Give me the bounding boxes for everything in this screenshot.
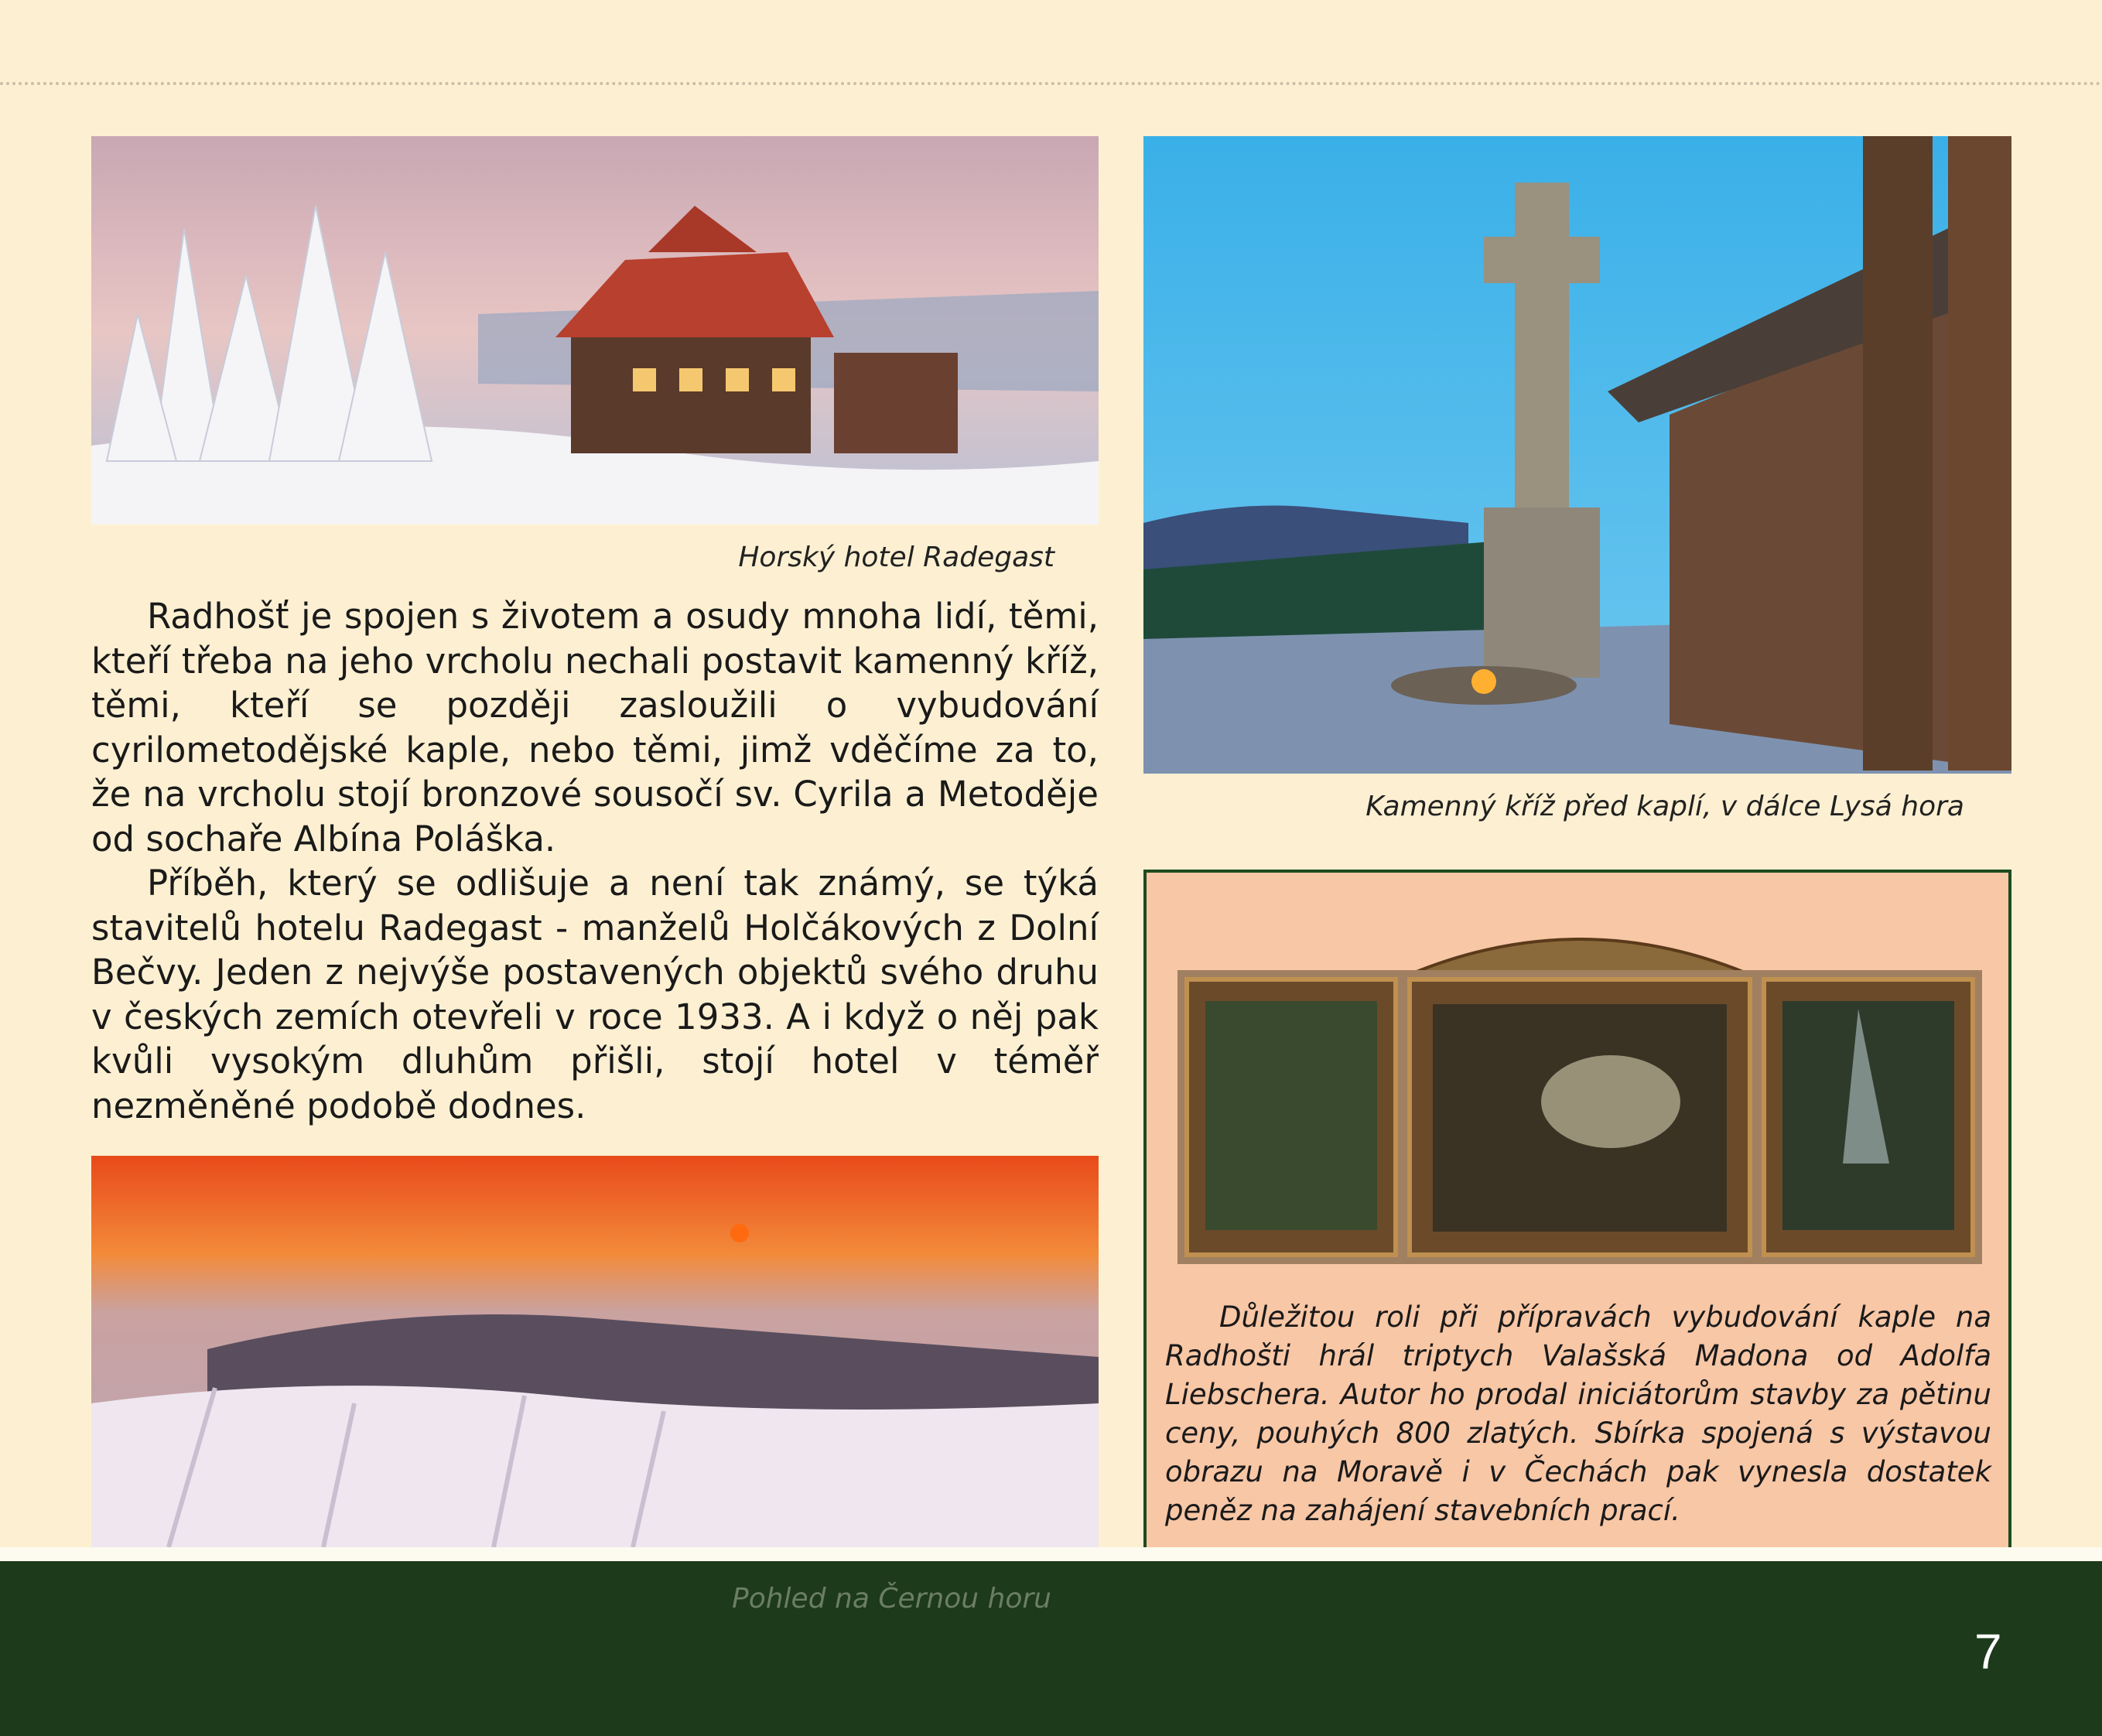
hotel-radegast-photo xyxy=(91,136,1099,525)
paragraph-1: Radhošť je spojen s životem a osudy mnoha lidí, těmi, kteří třeba na jeho vrcholu nechali postavit kamenný kříž, těmi, kteří se později zasloužili o vybudování cyrilometodějské kaple, nebo těmi, jimž vděčíme za to, že na vrcholu stojí bronzové sousočí sv. Cyrila a Metoděje od sochaře Albína Poláška. xyxy=(91,596,1099,859)
article-body xyxy=(91,594,1099,1128)
stone-cross-photo xyxy=(1143,136,2011,774)
black-mountain-photo xyxy=(91,1156,1099,1547)
cross-photo-caption: Kamenný kříž před kaplí, v dálce Lysá hora xyxy=(1365,791,1964,822)
triptych-info-box xyxy=(1143,870,2011,1558)
hotel-photo-caption: Horský hotel Radegast xyxy=(738,542,1054,573)
black-mountain-photo-caption: Pohled na Černou horu xyxy=(732,1583,1051,1615)
page-number: 7 xyxy=(1974,1624,2002,1680)
footer-white-strip xyxy=(0,1547,2102,1561)
paragraph-2: Příběh, který se odlišuje a není tak známý, se týká stavitelů hotelu Radegast - manželů Holčákových z Dolní Bečvy. Jeden z nejvýše postavených objektů svého druhu v českých zemích otevřeli v roce 1933. A i když o něj pak kvůli vysokým dluhům přišli, stojí hotel v téměř nezměněné podobě dodnes. xyxy=(91,863,1099,1126)
top-dotted-rule xyxy=(0,82,2102,85)
triptych-image xyxy=(1177,908,1982,1272)
triptych-description: Důležitou roli při přípravách vybudování kaple na Radhošti hrál triptych Valašská Madona od Adolfa Liebschera. Autor ho prodal iniciátorům stavby za pětinu ceny, pouhých 800 zlatých. Sbírka spojená s výstavou obrazu na Moravě i v Čechách pak vynesla dostatek peněz na zahájení stavebních prací. xyxy=(1165,1300,1991,1527)
